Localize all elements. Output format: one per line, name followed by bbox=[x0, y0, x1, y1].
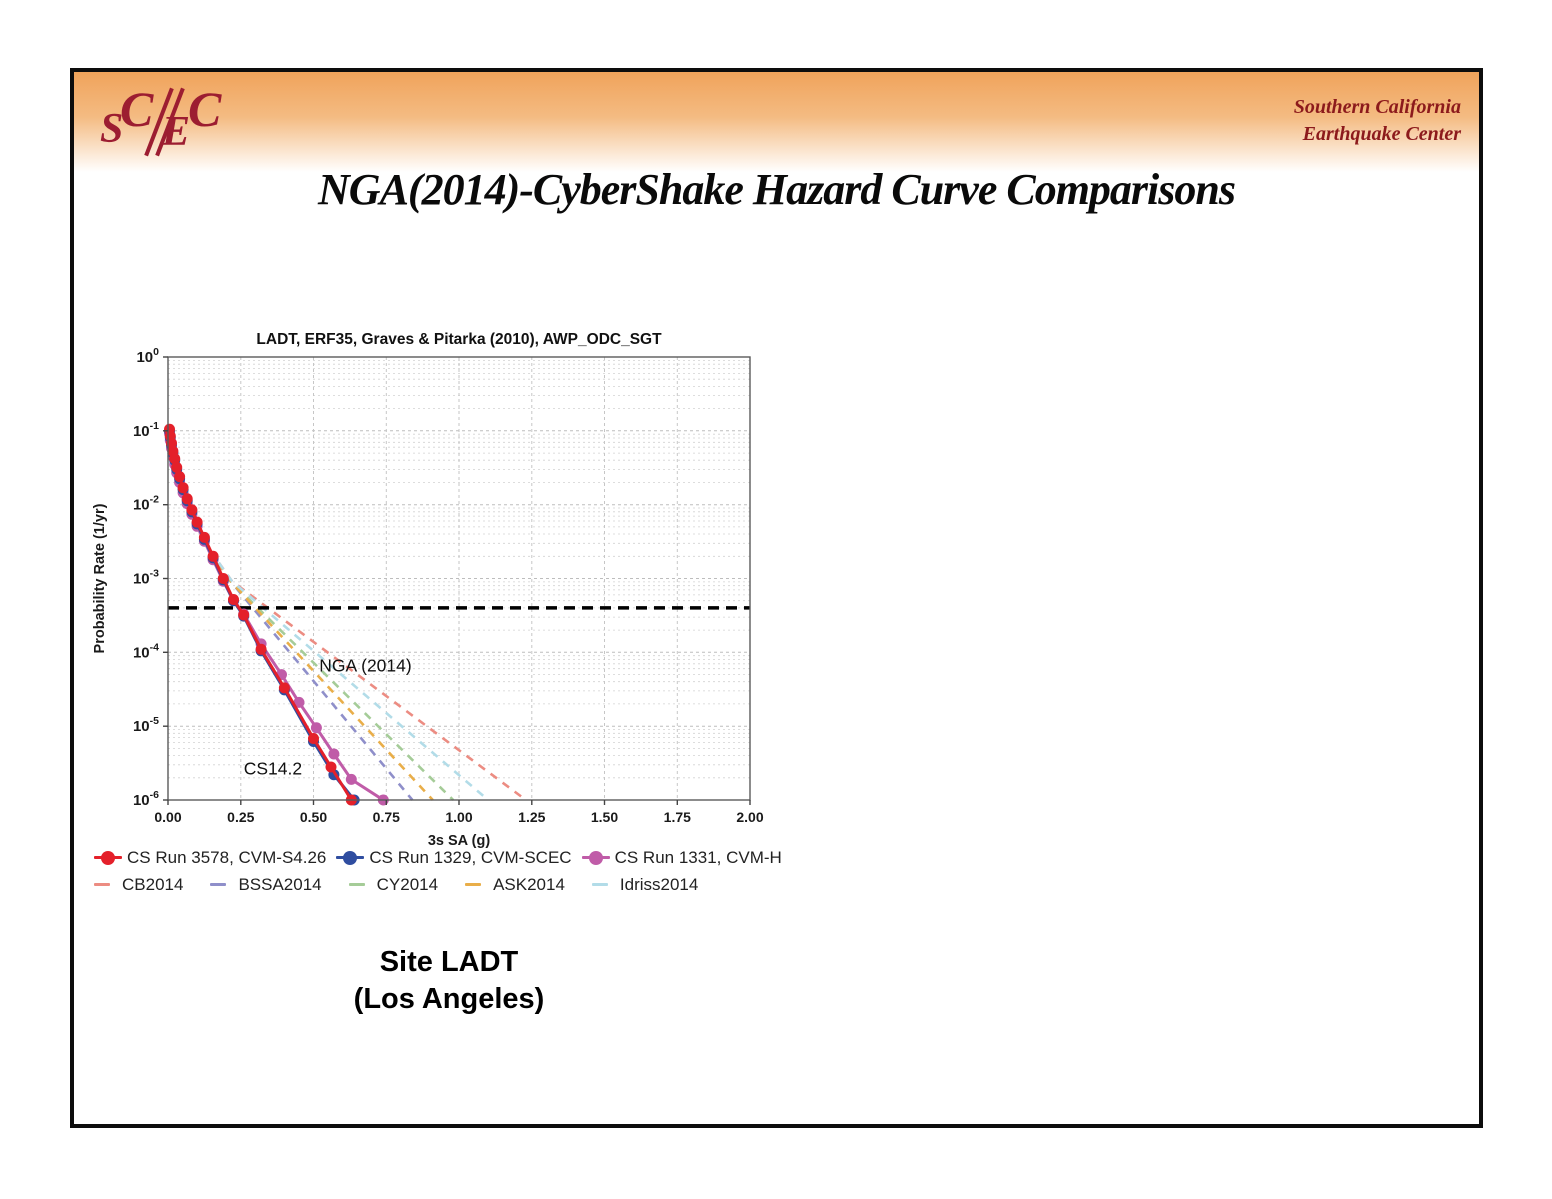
y-tick-label: $10^{-6}$ bbox=[132, 789, 159, 809]
x-axis-label: 3s SA (g) bbox=[427, 833, 491, 849]
x-tick-label: 0.25 bbox=[227, 809, 255, 825]
legend-item bbox=[592, 875, 698, 895]
x-tick-label: 0.50 bbox=[299, 809, 328, 825]
logo-letter: C bbox=[120, 81, 154, 137]
legend-label: Idriss2014 bbox=[619, 874, 699, 894]
x-tick-label: 0.00 bbox=[154, 809, 182, 825]
chart-legend bbox=[94, 844, 814, 898]
marker-cs-run-1331-cvm-h bbox=[328, 749, 339, 760]
marker-cs-run-1331-cvm-h bbox=[346, 774, 357, 785]
legend-label: BSSA2014 bbox=[238, 874, 322, 894]
legend-item bbox=[582, 848, 782, 868]
org-name-line2: Earthquake Center bbox=[1302, 123, 1461, 145]
legend-line-marker-icon bbox=[336, 856, 364, 859]
x-tick-label: 1.75 bbox=[663, 809, 691, 825]
org-name-line1: Southern California bbox=[1293, 96, 1461, 118]
marker-cs-run-3578-cvm-s4-26 bbox=[218, 573, 229, 584]
legend-item bbox=[336, 848, 571, 868]
marker-cs-run-3578-cvm-s4-26 bbox=[208, 551, 219, 562]
y-tick-label: $10^{-2}$ bbox=[132, 493, 159, 514]
y-tick-label: $10^0$ bbox=[136, 346, 159, 366]
legend-label: CY2014 bbox=[376, 874, 439, 894]
y-tick-label: $10^{-1}$ bbox=[132, 419, 159, 440]
curve-cs-run-1331-cvm-h bbox=[170, 434, 384, 801]
legend-circle-marker-icon bbox=[343, 851, 357, 865]
marker-cs-run-3578-cvm-s4-26 bbox=[326, 762, 337, 773]
legend-label: CS Run 3578, CVM-S4.26 bbox=[127, 847, 327, 867]
legend-line-marker-icon bbox=[94, 856, 122, 859]
marker-cs-run-3578-cvm-s4-26 bbox=[308, 733, 319, 744]
legend-row bbox=[94, 871, 814, 898]
y-axis-label: Probability Rate (1/yr) bbox=[92, 503, 108, 654]
x-tick-label: 0.75 bbox=[372, 809, 400, 825]
logo-letter: C bbox=[188, 81, 222, 137]
legend-item bbox=[94, 848, 326, 868]
slide-title: NGA(2014)-CyberShake Hazard Curve Comparisons bbox=[318, 165, 1235, 214]
series-cs-run-1331-cvm-h bbox=[164, 428, 389, 806]
legend-dash-marker-icon bbox=[349, 883, 365, 887]
chart-title: LADT, ERF35, Graves & Pitarka (2010), AWP_ODC_SGT bbox=[256, 331, 662, 348]
marker-cs-run-3578-cvm-s4-26 bbox=[186, 504, 197, 515]
x-tick-label: 1.00 bbox=[445, 809, 473, 825]
marker-cs-run-3578-cvm-s4-26 bbox=[192, 517, 203, 528]
site-caption-line1: Site LADT bbox=[379, 946, 519, 978]
marker-cs-run-3578-cvm-s4-26 bbox=[174, 471, 185, 482]
legend-circle-marker-icon bbox=[101, 851, 115, 865]
hazard-chart-svg bbox=[90, 325, 790, 885]
y-tick-label: $10^{-5}$ bbox=[132, 715, 159, 736]
annotation-nga-2014: NGA (2014) bbox=[319, 655, 412, 676]
marker-cs-run-3578-cvm-s4-26 bbox=[178, 482, 189, 493]
header-band bbox=[74, 72, 1479, 172]
legend-label: CS Run 1329, CVM-SCEC bbox=[369, 847, 572, 867]
x-tick-label: 2.00 bbox=[736, 809, 764, 825]
legend-item bbox=[210, 875, 321, 895]
legend-label: CB2014 bbox=[122, 874, 184, 894]
legend-dash-marker-icon bbox=[465, 883, 481, 887]
hazard-curve-figure bbox=[90, 325, 790, 885]
logo-letter: S bbox=[100, 106, 124, 152]
legend-label: CS Run 1331, CVM-H bbox=[614, 847, 782, 867]
legend-item bbox=[94, 875, 183, 895]
x-tick-label: 1.25 bbox=[518, 809, 546, 825]
marker-cs-run-3578-cvm-s4-26 bbox=[182, 493, 193, 504]
slide-frame bbox=[70, 68, 1483, 1128]
marker-cs-run-1331-cvm-h bbox=[311, 722, 322, 733]
logo-letter: E bbox=[162, 109, 191, 155]
legend-item bbox=[465, 875, 565, 895]
legend-dash-marker-icon bbox=[94, 883, 110, 887]
marker-cs-run-3578-cvm-s4-26 bbox=[228, 594, 239, 605]
org-name bbox=[1294, 94, 1461, 148]
x-tick-label: 1.50 bbox=[590, 809, 619, 825]
annotation-cs14-2: CS14.2 bbox=[243, 758, 303, 779]
y-tick-label: $10^{-4}$ bbox=[132, 641, 159, 662]
site-caption-line2: (Los Angeles) bbox=[353, 982, 545, 1015]
legend-line-marker-icon bbox=[582, 856, 610, 859]
marker-cs-run-3578-cvm-s4-26 bbox=[238, 610, 249, 621]
scec-logo bbox=[100, 81, 250, 168]
marker-cs-run-3578-cvm-s4-26 bbox=[199, 532, 210, 543]
marker-cs-run-3578-cvm-s4-26 bbox=[279, 682, 290, 693]
legend-label: ASK2014 bbox=[493, 874, 565, 894]
legend-item bbox=[349, 875, 438, 895]
y-tick-label: $10^{-3}$ bbox=[132, 567, 159, 588]
legend-dash-marker-icon bbox=[210, 883, 226, 887]
legend-circle-marker-icon bbox=[589, 851, 603, 865]
legend-dash-marker-icon bbox=[592, 883, 608, 887]
site-caption bbox=[244, 944, 654, 1017]
marker-cs-run-3578-cvm-s4-26 bbox=[256, 644, 267, 655]
legend-row bbox=[94, 844, 814, 871]
